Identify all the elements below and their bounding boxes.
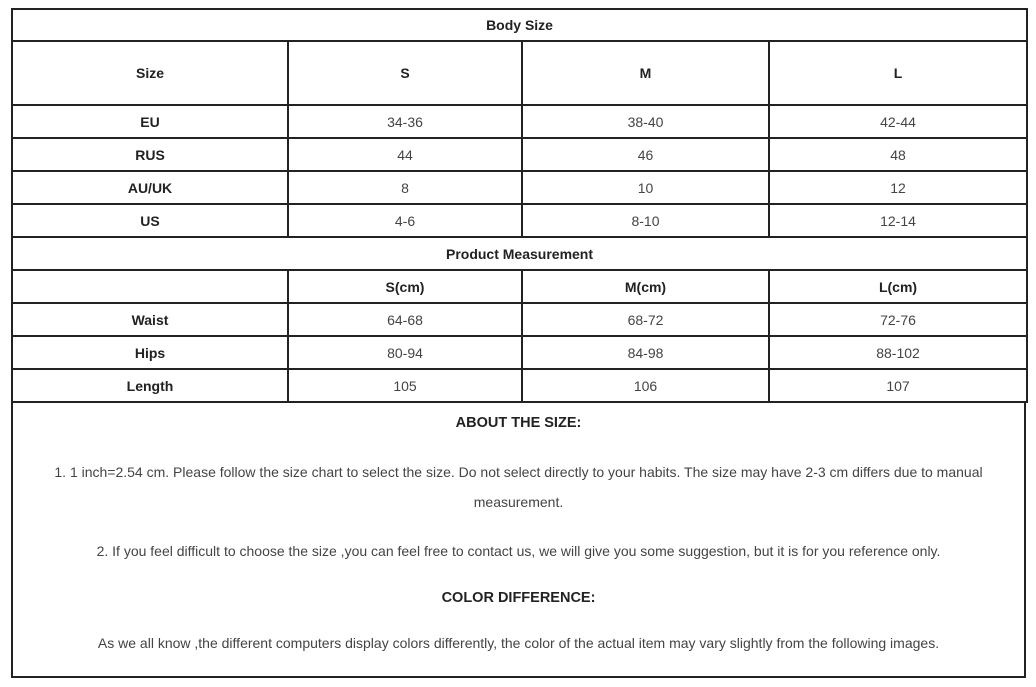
row-label: Length <box>12 369 288 402</box>
table-cell: 12-14 <box>769 204 1027 237</box>
table-cell: 44 <box>288 138 522 171</box>
color-difference-note: As we all know ,the different computers display colors differently, the color of the actual item may vary slightly from the following images. <box>97 635 940 651</box>
body-size-header-row <box>12 41 1027 105</box>
header-cell: M(cm) <box>522 270 769 303</box>
header-cell <box>12 270 288 303</box>
size-note-2: 2. If you feel difficult to choose the size ,you can feel free to contact us, we will give you some suggestion, but it is for you reference only. <box>96 543 941 559</box>
table-cell: 105 <box>288 369 522 402</box>
table-cell: 46 <box>522 138 769 171</box>
table-cell: 64-68 <box>288 303 522 336</box>
row-label: US <box>12 204 288 237</box>
table-cell: 84-98 <box>522 336 769 369</box>
color-difference-heading: COLOR DIFFERENCE: <box>441 590 596 606</box>
table-cell: 42-44 <box>769 105 1027 138</box>
header-cell: Size <box>12 41 288 105</box>
header-cell: S(cm) <box>288 270 522 303</box>
table-row <box>12 336 1027 369</box>
product-measurement-title: Product Measurement <box>12 237 1027 270</box>
table-cell: 10 <box>522 171 769 204</box>
row-label: Waist <box>12 303 288 336</box>
row-label: RUS <box>12 138 288 171</box>
table-cell: 48 <box>769 138 1027 171</box>
table-cell: 88-102 <box>769 336 1027 369</box>
product-measurement-title-row <box>12 237 1027 270</box>
table-cell: 4-6 <box>288 204 522 237</box>
header-cell: S <box>288 41 522 105</box>
header-cell: L(cm) <box>769 270 1027 303</box>
row-label: Hips <box>12 336 288 369</box>
size-note-1: 1. 1 inch=2.54 cm. Please follow the size chart to select the size. Do not select directly to your habits. The size may have 2-3 cm differs due to manual measurement. <box>54 464 983 510</box>
header-cell: M <box>522 41 769 105</box>
table-row <box>12 171 1027 204</box>
table-row <box>12 369 1027 402</box>
size-chart <box>11 8 1026 678</box>
table-cell: 106 <box>522 369 769 402</box>
table-cell: 34-36 <box>288 105 522 138</box>
table-cell: 8-10 <box>522 204 769 237</box>
row-label: AU/UK <box>12 171 288 204</box>
table-cell: 38-40 <box>522 105 769 138</box>
table-cell: 8 <box>288 171 522 204</box>
header-cell: L <box>769 41 1027 105</box>
table-row <box>12 303 1027 336</box>
size-table <box>11 8 1028 403</box>
table-row <box>12 138 1027 171</box>
table-row <box>12 105 1027 138</box>
table-cell: 12 <box>769 171 1027 204</box>
body-size-title: Body Size <box>12 9 1027 41</box>
about-size-section <box>11 403 1026 678</box>
row-label: EU <box>12 105 288 138</box>
table-cell: 80-94 <box>288 336 522 369</box>
table-row <box>12 204 1027 237</box>
table-cell: 68-72 <box>522 303 769 336</box>
about-size-heading: ABOUT THE SIZE: <box>455 415 582 431</box>
body-size-title-row <box>12 9 1027 41</box>
product-measurement-header-row <box>12 270 1027 303</box>
table-cell: 107 <box>769 369 1027 402</box>
table-cell: 72-76 <box>769 303 1027 336</box>
